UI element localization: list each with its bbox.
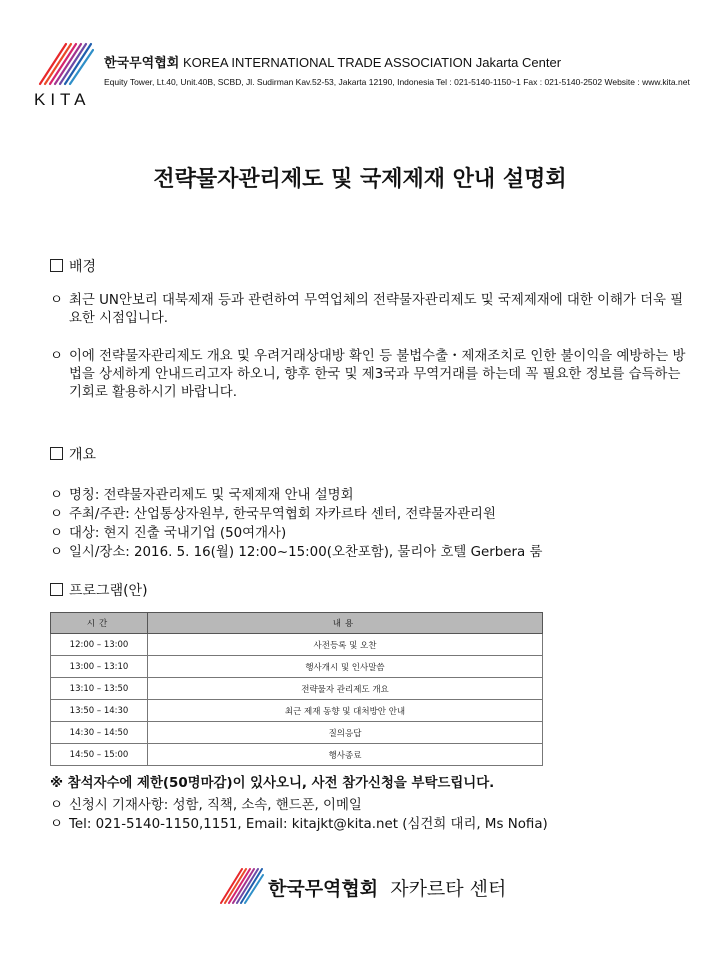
letterhead	[30, 38, 700, 108]
table-cell-time: 14:50 – 15:00	[51, 744, 148, 766]
table-cell-content: 사전등록 및 오찬	[148, 634, 543, 656]
organization-english: KOREA INTERNATIONAL TRADE ASSOCIATION Jakarta Center	[182, 55, 562, 70]
registration-notice: ※ 참석자수에 제한(50명마감)이 있사오니, 사전 참가신청을 부탁드립니다.	[50, 776, 495, 791]
bullet-icon: ㅇ	[50, 349, 63, 364]
program-table-header	[51, 613, 543, 634]
overview-item: ㅇ 명칭: 전략물자관리제도 및 국제제재 안내 설명회	[50, 484, 354, 503]
table-row	[51, 656, 543, 678]
checkbox-square-icon	[50, 259, 63, 272]
bullet-icon: ㅇ	[50, 545, 63, 560]
column-header-time: 시간	[51, 613, 148, 634]
checkbox-square-icon	[50, 583, 63, 596]
table-cell-content: 전략물자 관리제도 개요	[148, 678, 543, 700]
table-cell-time: 14:30 – 14:50	[51, 722, 148, 744]
overview-item: ㅇ 대상: 현지 진출 국내기업 (50여개사)	[50, 522, 286, 541]
table-cell-content: 행사종료	[148, 744, 543, 766]
footer-center-name: 자카르타 센터	[390, 878, 507, 900]
background-paragraph	[50, 348, 690, 402]
table-cell-time: 13:50 – 14:30	[51, 700, 148, 722]
table-cell-time: 13:00 – 13:10	[51, 656, 148, 678]
table-cell-content: 행사개시 및 인사말씀	[148, 656, 543, 678]
overview-item: ㅇ 일시/장소: 2016. 5. 16(월) 12:00~15:00(오찬포함), 물리아 호텔 Gerbera 룸	[50, 541, 542, 560]
table-row	[51, 634, 543, 656]
table-row	[51, 722, 543, 744]
table-cell-content: 최근 제재 동향 및 대처방안 안내	[148, 700, 543, 722]
organization-name	[104, 52, 561, 71]
bullet-icon: ㅇ	[50, 293, 63, 308]
organization-korean: 한국무역협회	[104, 55, 180, 70]
overview-item: ㅇ 주최/주관: 산업통상자원부, 한국무역협회 자카르타 센터, 전략물자관리원	[50, 503, 496, 522]
program-table	[50, 612, 543, 766]
organization-address: Equity Tower, Lt.40, Unit.40B, SCBD, Jl. Sudirman Kav.52-53, Jakarta 12190, Indonesia Tel : 021-5140-1150~1 Fax : 021-5140-2502 Website : www.kita.net	[104, 77, 690, 87]
bullet-icon: ㅇ	[50, 817, 63, 832]
bullet-icon: ㅇ	[50, 798, 63, 813]
bullet-icon: ㅇ	[50, 526, 63, 541]
bullet-icon: ㅇ	[50, 507, 63, 522]
table-cell-time: 12:00 – 13:00	[51, 634, 148, 656]
table-row	[51, 700, 543, 722]
section-overview-heading: 개요	[50, 444, 96, 464]
table-row	[51, 678, 543, 700]
table-row	[51, 744, 543, 766]
logo-text: KITA	[34, 90, 91, 109]
table-cell-time: 13:10 – 13:50	[51, 678, 148, 700]
section-program-heading: 프로그램(안)	[50, 580, 148, 600]
checkbox-square-icon	[50, 447, 63, 460]
footer-organization-korean: 한국무역협회	[268, 878, 379, 900]
document-title: 전략물자관리제도 및 국제제재 안내 설명회	[153, 167, 567, 192]
section-background-heading: 배경	[50, 256, 96, 276]
background-paragraph-text: 최근 UN안보리 대북제재 등과 관련하여 무역업체의 전략물자관리제도 및 국제제재에 대한 이해가 더욱 필요한 시점입니다.	[69, 293, 684, 326]
footer-organization	[268, 874, 506, 901]
column-header-content: 내용	[148, 613, 543, 634]
table-cell-content: 질의응답	[148, 722, 543, 744]
background-paragraph	[50, 292, 690, 328]
kita-logo-mark-icon	[36, 40, 94, 88]
contact-item: ㅇ Tel: 021-5140-1150,1151, Email: kitajkt@kita.net (심건희 대리, Ms Nofia)	[50, 813, 548, 832]
background-paragraph-text: 이에 전략물자관리제도 개요 및 우려거래상대방 확인 등 불법수출・제재조치로 인한 불이익을 예방하는 방법을 상세하게 안내드리고자 하오니, 향후 한국 및 제3국과 무역거래를 하는데 꼭 필요한 정보를 습득하는 기회로 활용하시기 바랍니다.	[69, 349, 686, 400]
bullet-icon: ㅇ	[50, 488, 63, 503]
kita-logo-mark-icon	[218, 866, 264, 906]
contact-item: ㅇ 신청시 기재사항: 성함, 직책, 소속, 핸드폰, 이메일	[50, 794, 362, 813]
kita-logo	[30, 38, 100, 108]
